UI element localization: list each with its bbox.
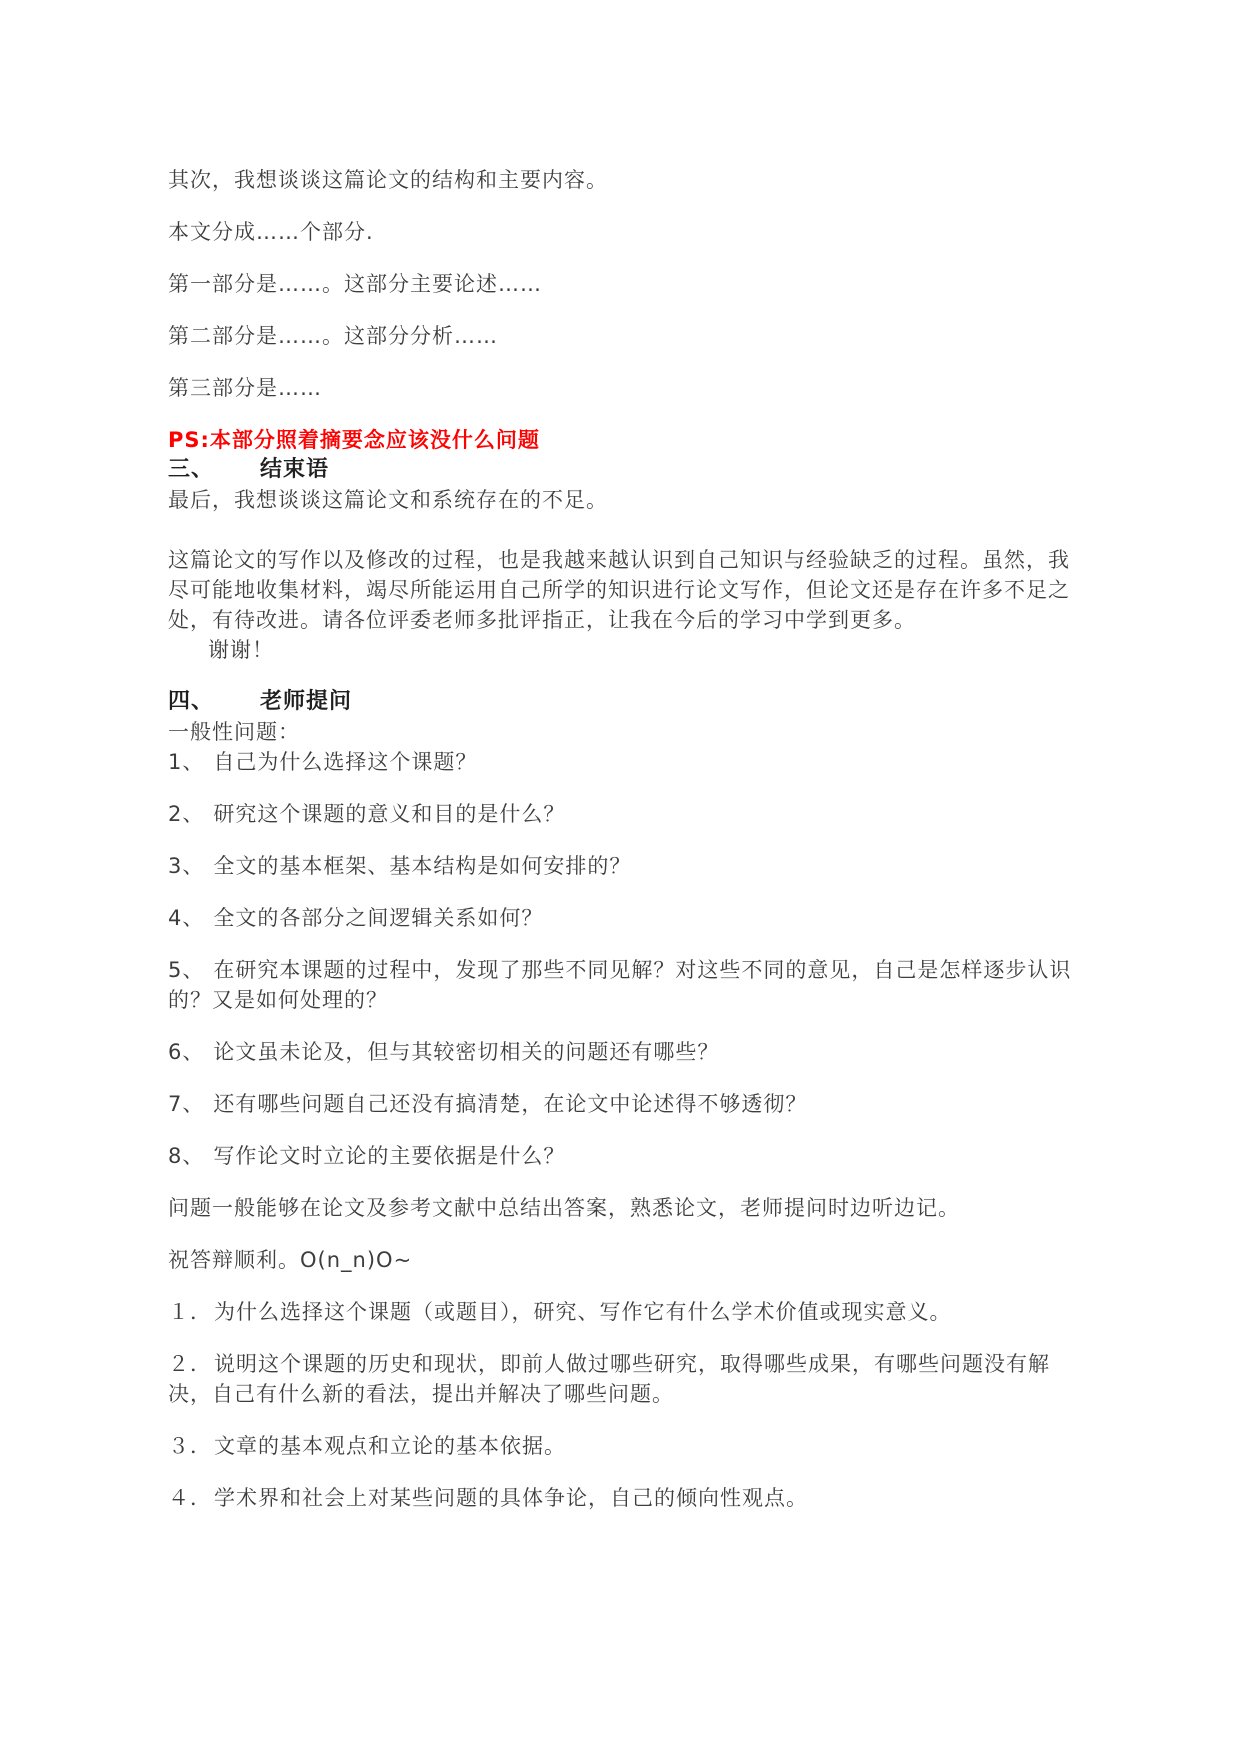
ps-note: PS:本部分照着摘要念应该没什么问题 bbox=[168, 428, 540, 452]
intro-paragraph-4: 第二部分是……。这部分分析…… bbox=[168, 324, 498, 348]
question-number: 8、 bbox=[168, 1144, 205, 1168]
question-item bbox=[168, 799, 1083, 829]
point-item bbox=[168, 1431, 1083, 1461]
question-number: 7、 bbox=[168, 1092, 205, 1116]
conclusion-body: 这篇论文的写作以及修改的过程，也是我越来越认识到自己知识与经验缺乏的过程。虽然，我尽可能地收集材料，竭尽所能运用自己所学的知识进行论文写作，但论文还是存在许多不足之处，有待改进。请各位评委老师多批评指正，让我在今后的学习中学到更多。 bbox=[168, 548, 1070, 632]
question-number: 2、 bbox=[168, 802, 205, 826]
question-item bbox=[168, 851, 1083, 881]
question-number: 4、 bbox=[168, 906, 205, 930]
intro-paragraph-2: 本文分成……个部分. bbox=[168, 220, 374, 244]
questions-subtitle: 一般性问题： bbox=[168, 720, 300, 744]
section-heading-questions bbox=[168, 687, 1083, 717]
question-text: 全文的各部分之间逻辑关系如何？ bbox=[213, 906, 544, 930]
intro-paragraph-3: 第一部分是……。这部分主要论述…… bbox=[168, 272, 542, 296]
conclusion-thanks: 谢谢！ bbox=[208, 638, 274, 662]
question-number: 3、 bbox=[168, 854, 205, 878]
intro-paragraph-1: 其次，我想谈谈这篇论文的结构和主要内容。 bbox=[168, 168, 608, 192]
point-text: 说明这个课题的历史和现状，即前人做过哪些研究，取得哪些成果，有哪些问题没有解决，自己有什么新的看法，提出并解决了哪些问题。 bbox=[168, 1352, 1050, 1406]
point-text: 文章的基本观点和立论的基本依据。 bbox=[214, 1434, 566, 1458]
questions-note: 问题一般能够在论文及参考文献中总结出答案，熟悉论文，老师提问时边听边记。 bbox=[168, 1196, 960, 1220]
question-item bbox=[168, 747, 1083, 777]
point-item bbox=[168, 1483, 1083, 1513]
question-text: 自己为什么选择这个课题？ bbox=[213, 750, 478, 774]
question-text: 全文的基本框架、基本结构是如何安排的？ bbox=[213, 854, 632, 878]
wish-line: 祝答辩顺利。O(n_n)O~ bbox=[168, 1248, 413, 1272]
point-text: 为什么选择这个课题（或题目），研究、写作它有什么学术价值或现实意义。 bbox=[214, 1300, 952, 1324]
question-number: 1、 bbox=[168, 750, 205, 774]
question-text: 论文虽未论及，但与其较密切相关的问题还有哪些？ bbox=[213, 1040, 720, 1064]
point-item bbox=[168, 1349, 1083, 1409]
question-number: 6、 bbox=[168, 1040, 205, 1064]
section-number: 四、 bbox=[168, 689, 215, 714]
section-number: 三、 bbox=[168, 457, 215, 482]
question-item bbox=[168, 903, 1083, 933]
question-text: 还有哪些问题自己还没有搞清楚，在论文中论述得不够透彻？ bbox=[213, 1092, 808, 1116]
section-title: 老师提问 bbox=[260, 689, 353, 714]
point-item bbox=[168, 1297, 1083, 1327]
point-number: １． bbox=[168, 1300, 212, 1324]
question-item bbox=[168, 1141, 1083, 1171]
question-item bbox=[168, 1037, 1083, 1067]
section-heading-conclusion bbox=[168, 455, 1083, 485]
question-text: 研究这个课题的意义和目的是什么？ bbox=[213, 802, 566, 826]
question-item bbox=[168, 1089, 1083, 1119]
section-title: 结束语 bbox=[260, 457, 330, 482]
point-number: ２． bbox=[168, 1352, 212, 1376]
conclusion-lead: 最后，我想谈谈这篇论文和系统存在的不足。 bbox=[168, 488, 608, 512]
question-item bbox=[168, 955, 1083, 1015]
question-number: 5、 bbox=[168, 958, 205, 982]
question-text: 在研究本课题的过程中，发现了那些不同见解？对这些不同的意见，自己是怎样逐步认识的？又是如何处理的？ bbox=[168, 958, 1072, 1012]
point-number: ４． bbox=[168, 1486, 212, 1510]
intro-paragraph-5: 第三部分是…… bbox=[168, 376, 322, 400]
question-text: 写作论文时立论的主要依据是什么？ bbox=[213, 1144, 566, 1168]
document-content bbox=[168, 165, 1083, 1513]
point-text: 学术界和社会上对某些问题的具体争论，自己的倾向性观点。 bbox=[214, 1486, 808, 1510]
point-number: ３． bbox=[168, 1434, 212, 1458]
